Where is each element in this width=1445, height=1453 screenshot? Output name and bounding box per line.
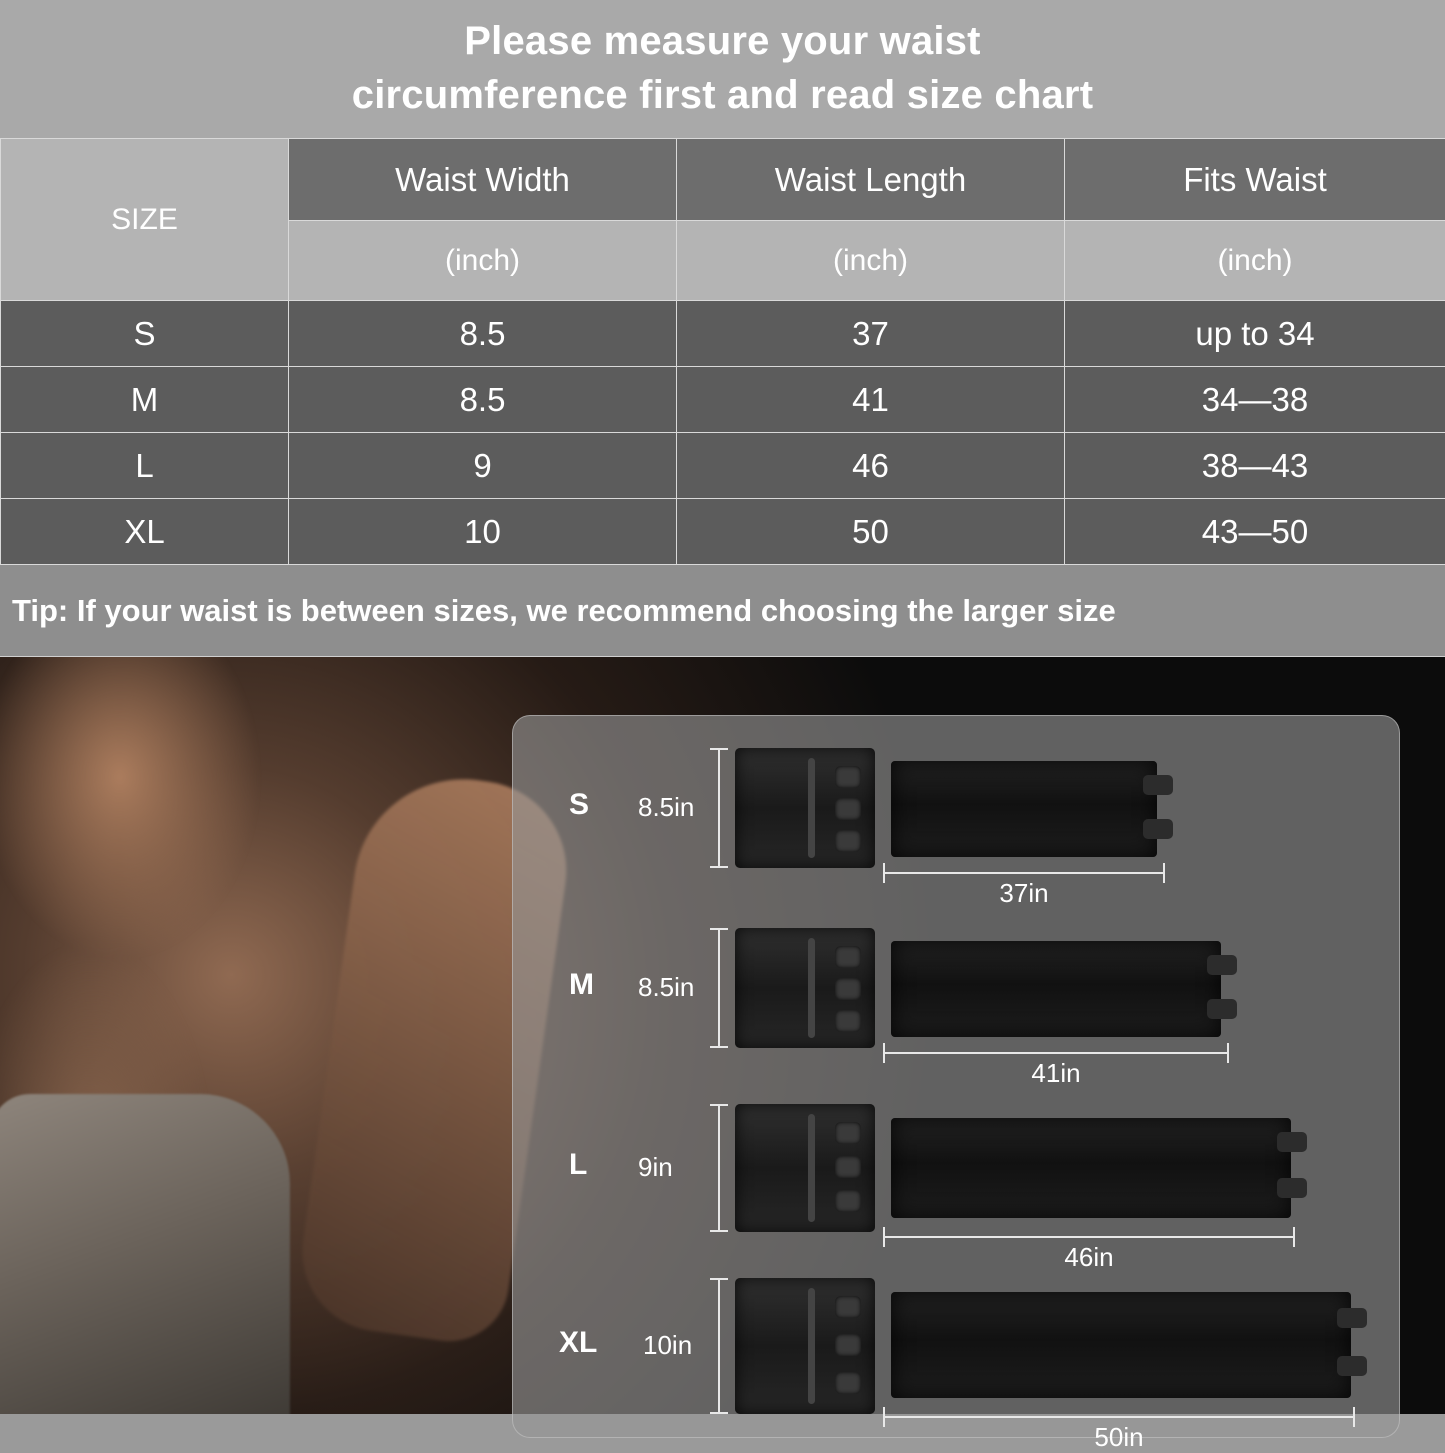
table-row: [1, 367, 1445, 433]
belt-strap-m: [891, 941, 1221, 1037]
buckle-spine: [808, 1114, 815, 1222]
belt-tab: [1143, 819, 1173, 839]
diagram-size-label-l: L: [569, 1148, 587, 1182]
diagram-row-s: [513, 726, 1399, 881]
belt-strap-l: [891, 1118, 1291, 1218]
header-line-2: circumference first and read size chart: [0, 68, 1445, 122]
diagram-width-label-s: 8.5in: [638, 792, 694, 823]
belt-tab: [1337, 1308, 1367, 1328]
width-dimension-line-l: [718, 1104, 720, 1232]
table-row: [1, 301, 1445, 367]
diagram-size-label-m: M: [569, 968, 594, 1002]
unit-waist-width: (inch): [289, 221, 677, 301]
belt-tab: [1143, 775, 1173, 795]
buckle-clip: [835, 1156, 861, 1178]
column-header-waist-length: Waist Length: [677, 139, 1065, 221]
row-size-m: M: [1, 367, 289, 433]
belt-strap-xl: [891, 1292, 1351, 1398]
buckle-clip: [835, 766, 861, 788]
belt-tab: [1207, 955, 1237, 975]
buckle-clip: [835, 1010, 861, 1032]
buckle-graphic-m: [735, 928, 875, 1048]
diagram-size-label-s: S: [569, 788, 589, 822]
buckle-clip: [835, 830, 861, 852]
row-xl-fits-waist: 43—50: [1065, 499, 1445, 565]
row-m-waist-width: 8.5: [289, 367, 677, 433]
diagram-row-m: [513, 906, 1399, 1061]
belt-tab: [1277, 1132, 1307, 1152]
table-row: [1, 499, 1445, 565]
size-chart-table: [0, 138, 1445, 565]
column-header-waist-width: Waist Width: [289, 139, 677, 221]
header-line-1: Please measure your waist: [0, 14, 1445, 68]
width-dimension-line-s: [718, 748, 720, 868]
diagram-width-label-xl: 10in: [643, 1330, 692, 1361]
table-header-row: [1, 139, 1445, 221]
sizing-tip: Tip: If your waist is between sizes, we recommend choosing the larger size: [0, 565, 1445, 657]
belt-tab: [1337, 1356, 1367, 1376]
buckle-clip: [835, 1190, 861, 1212]
size-column-header: SIZE: [1, 139, 289, 301]
buckle-clip: [835, 1296, 861, 1318]
belt-tab: [1207, 999, 1237, 1019]
row-size-s: S: [1, 301, 289, 367]
buckle-clip: [835, 798, 861, 820]
diagram-length-label-m: 41in: [1031, 1058, 1080, 1089]
buckle-clip: [835, 1372, 861, 1394]
buckle-graphic-l: [735, 1104, 875, 1232]
diagram-size-label-xl: XL: [559, 1326, 597, 1360]
buckle-clip: [835, 1334, 861, 1356]
model-shirt: [0, 1094, 290, 1414]
diagram-width-label-l: 9in: [638, 1152, 673, 1183]
row-s-fits-waist: up to 34: [1065, 301, 1445, 367]
diagram-length-label-xl: 50in: [1094, 1422, 1143, 1453]
length-dimension-line-l: [883, 1236, 1295, 1238]
buckle-spine: [808, 758, 815, 858]
diagram-width-label-m: 8.5in: [638, 972, 694, 1003]
table-row: [1, 433, 1445, 499]
unit-waist-length: (inch): [677, 221, 1065, 301]
width-dimension-line-xl: [718, 1278, 720, 1414]
product-dimension-diagram: [512, 715, 1400, 1438]
column-header-fits-waist: Fits Waist: [1065, 139, 1445, 221]
diagram-row-xl: [513, 1264, 1399, 1419]
belt-strap-s: [891, 761, 1157, 857]
row-size-xl: XL: [1, 499, 289, 565]
unit-fits-waist: (inch): [1065, 221, 1445, 301]
length-dimension-line-s: [883, 872, 1165, 874]
row-l-waist-width: 9: [289, 433, 677, 499]
buckle-clip: [835, 978, 861, 1000]
row-xl-waist-width: 10: [289, 499, 677, 565]
row-m-fits-waist: 34—38: [1065, 367, 1445, 433]
row-xl-waist-length: 50: [677, 499, 1065, 565]
row-s-waist-length: 37: [677, 301, 1065, 367]
buckle-graphic-xl: [735, 1278, 875, 1414]
belt-tab: [1277, 1178, 1307, 1198]
buckle-spine: [808, 938, 815, 1038]
width-dimension-line-m: [718, 928, 720, 1048]
buckle-clip: [835, 946, 861, 968]
buckle-graphic-s: [735, 748, 875, 868]
diagram-length-label-l: 46in: [1064, 1242, 1113, 1273]
buckle-spine: [808, 1288, 815, 1404]
buckle-clip: [835, 1122, 861, 1144]
row-m-waist-length: 41: [677, 367, 1065, 433]
row-size-l: L: [1, 433, 289, 499]
length-dimension-line-xl: [883, 1416, 1355, 1418]
length-dimension-line-m: [883, 1052, 1229, 1054]
row-l-waist-length: 46: [677, 433, 1065, 499]
row-s-waist-width: 8.5: [289, 301, 677, 367]
row-l-fits-waist: 38—43: [1065, 433, 1445, 499]
page-header: [0, 0, 1445, 138]
diagram-length-label-s: 37in: [999, 878, 1048, 909]
diagram-row-l: [513, 1086, 1399, 1241]
